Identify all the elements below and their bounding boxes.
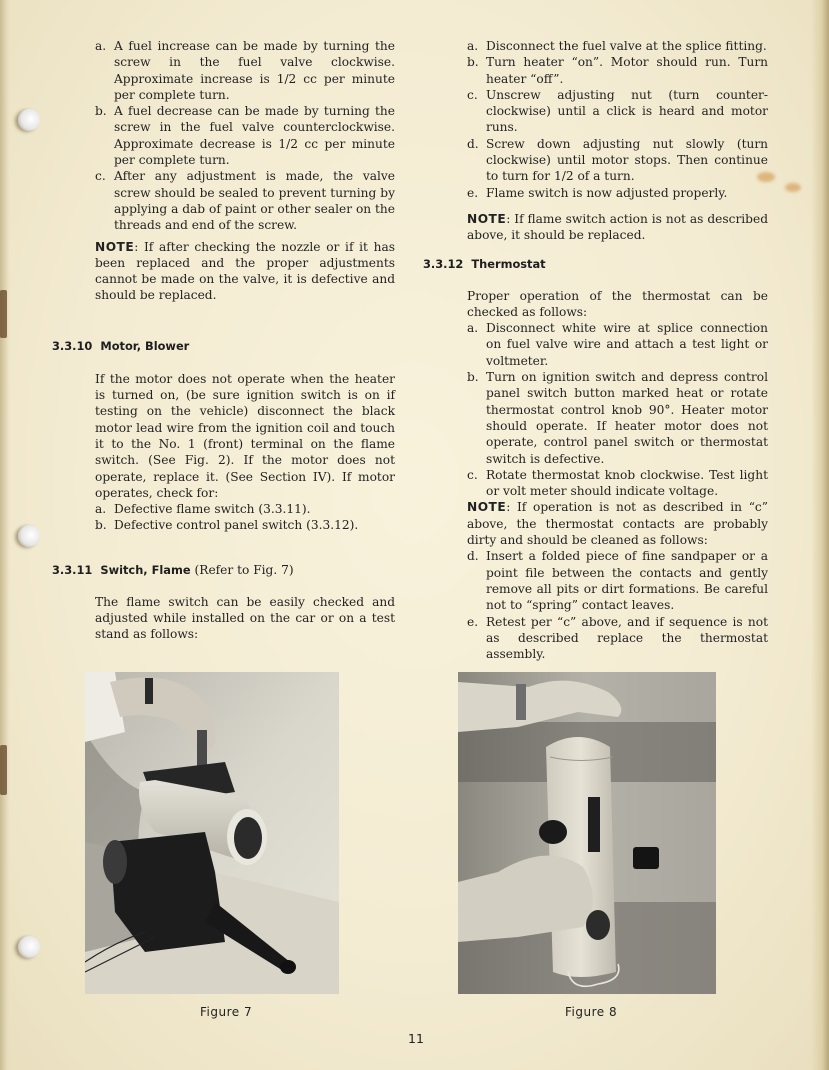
list-item [467, 136, 768, 185]
item-label: d. [467, 549, 479, 564]
item-label: a. [467, 39, 479, 53]
note-keyword: NOTE [467, 211, 507, 226]
list-item [467, 614, 768, 663]
item-text: Rotate thermostat knob clockwise. Test light or volt meter should indicate voltage. [486, 467, 768, 499]
section-heading-3310 [52, 338, 395, 354]
item-text: Insert a folded piece of fine sandpaper or a point file between the contacts and gently remove all pits or dirt formations. Be careful not to “spring” contact leaves. [486, 549, 768, 613]
thermostat-knob [539, 820, 567, 844]
note-keyword: NOTE [467, 500, 507, 515]
list-item [467, 185, 768, 201]
binder-hole-bottom [18, 936, 40, 958]
item-text: After any adjustment is made, the valve screw should be sealed to prevent turning by applying a dab of paint or other sealer on the threads and end of the screw. [114, 169, 395, 233]
paper-edge-left [0, 0, 10, 1070]
item-label: a. [95, 39, 107, 53]
list-item [95, 168, 395, 233]
section-heading-3311 [52, 562, 395, 578]
section-heading-3312 [423, 256, 768, 272]
item-text: Defective control panel switch (3.3.12). [114, 518, 359, 533]
binder-tape-mark [0, 745, 7, 795]
item-label: c. [467, 467, 478, 482]
item-label: b. [95, 518, 107, 533]
figure-reference: (Refer to Fig. 7) [194, 562, 294, 577]
section-title: Switch, Flame [100, 562, 191, 577]
note-text: : If after checking the nozzle or if it has been replaced and the proper adjustments cannot be made on the valve, it is defective and should be replaced. [95, 239, 395, 303]
section-body: The flame switch can be easily checked and adjusted while installed on the car or on a test stand as follows: [95, 594, 395, 642]
figure-7-photo [85, 672, 339, 994]
section-title: Motor, Blower [100, 338, 190, 353]
right-column [423, 38, 768, 662]
section-number: 3.3.11 [52, 562, 93, 577]
list-item [95, 103, 395, 168]
item-label: b. [467, 370, 479, 385]
exhaust-pipe-end [280, 960, 296, 974]
figure-8-photo [458, 672, 716, 994]
section-number: 3.3.10 [52, 338, 93, 353]
left-column [52, 38, 395, 643]
flame-switch-intro [95, 594, 395, 643]
motor-blower-section [95, 371, 395, 534]
list-item [467, 87, 768, 136]
list-item [467, 54, 768, 87]
section-body: If the motor does not operate when the heater is turned on, (be sure ignition switch is on if testing on the vehicle) disconnect the black motor lead wire from the ignition coil and touch it to the No. 1 (front) terminal on the flame switch. (See Fig. 2). If the motor does not operate, replace it. (See Section IV). If motor operates, check for: [95, 371, 395, 500]
binder-tape-mark [0, 290, 7, 338]
figure-7-caption: Figure 7 [200, 1005, 253, 1019]
item-label: b. [95, 104, 107, 119]
item-label: e. [467, 185, 479, 200]
item-label: a. [467, 321, 479, 336]
flame-switch-steps [467, 38, 768, 244]
paper-stain [785, 183, 801, 192]
list-item [95, 501, 395, 517]
page-number: 11 [408, 1031, 424, 1046]
list-item [467, 369, 768, 467]
item-text: Defective flame switch (3.3.11). [114, 502, 311, 517]
list-item [467, 38, 768, 54]
section-number: 3.3.12 [423, 256, 464, 271]
list-item [467, 467, 768, 500]
fuel-pump [103, 840, 127, 884]
paper-edge-right [811, 0, 829, 1070]
note-text: : If flame switch action is not as described above, it should be replaced. [467, 211, 768, 243]
list-item [467, 548, 768, 613]
connector [586, 910, 610, 940]
item-label: d. [467, 136, 479, 151]
item-label: b. [467, 55, 479, 70]
note-keyword: NOTE [95, 239, 135, 254]
item-text: A fuel decrease can be made by turning the screw in the fuel valve counterclockwise. Approximate decrease is 1/2 cc per minute per complete turn. [114, 104, 395, 168]
binder-hole-top [18, 109, 40, 131]
item-label: a. [95, 502, 107, 517]
item-text: Turn on ignition switch and depress control panel switch button marked heat or rotate thermostat control knob 90°. Heater motor should operate. If heater motor does not operate, control panel switch or thermostat switch is defective. [486, 370, 768, 466]
item-label: e. [467, 614, 479, 629]
note-text: : If operation is not as described in “c” above, the thermostat contacts are probably dirty and should be cleaned as follows: [467, 500, 768, 548]
item-text: Flame switch is now adjusted properly. [486, 185, 728, 200]
thermostat-switch [588, 797, 600, 852]
binder-hole-middle [18, 525, 40, 547]
figure-8-caption: Figure 8 [565, 1005, 618, 1019]
section-intro: Proper operation of the thermostat can be checked as follows: [467, 288, 768, 319]
side-knob [633, 847, 659, 869]
flame-note [467, 211, 768, 244]
section-title: Thermostat [471, 256, 546, 271]
item-text: Disconnect the fuel valve at the splice fitting. [486, 39, 767, 53]
item-label: c. [467, 87, 478, 102]
nozzle-note [95, 239, 395, 304]
item-text: Screw down adjusting nut slowly (turn clockwise) until motor stops. Then continue to turn for 1/2 of a turn. [486, 136, 768, 184]
wristwatch [145, 678, 153, 704]
fuel-adjustment-list [95, 38, 395, 304]
list-item [95, 38, 395, 103]
item-text: Unscrew adjusting nut (turn counter-clockwise) until a click is heard and motor runs. [486, 87, 768, 135]
wristwatch [516, 684, 526, 720]
item-label: c. [95, 169, 106, 184]
list-item [95, 517, 395, 533]
tube-opening [234, 817, 262, 859]
list-item [467, 320, 768, 369]
item-text: Retest per “c” above, and if sequence is not as described replace the thermostat assembly. [486, 614, 768, 662]
item-text: Turn heater “on”. Motor should run. Turn heater “off”. [486, 55, 768, 86]
item-text: A fuel increase can be made by turning the screw in the fuel valve clockwise. Approximate increase is 1/2 cc per minute per complete turn. [114, 39, 395, 102]
thermostat-section [467, 288, 768, 663]
item-text: Disconnect white wire at splice connection on fuel valve wire and attach a test light or voltmeter. [486, 321, 768, 368]
thermostat-note [467, 499, 768, 548]
